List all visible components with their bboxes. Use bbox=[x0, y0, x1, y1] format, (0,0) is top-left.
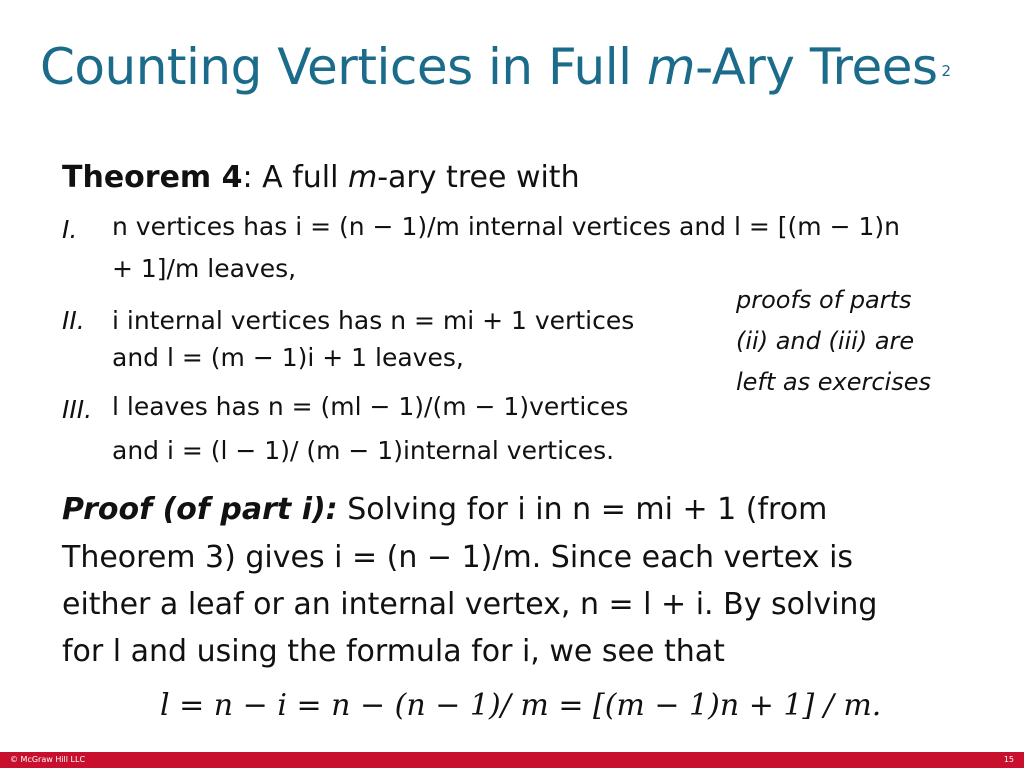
title-rest: -Ary Trees bbox=[695, 38, 938, 96]
copyright-text: © McGraw Hill LLC bbox=[10, 755, 86, 764]
title-subscript: 2 bbox=[941, 62, 951, 80]
item-1-line-2: + 1]/m leaves, bbox=[112, 254, 297, 283]
theorem-intro-a: : A full bbox=[242, 160, 348, 195]
item-2-line-2: and l = (m − 1)i + 1 leaves, bbox=[112, 343, 464, 372]
proof-line-2: Theorem 3) gives i = (n − 1)/m. Since each vertex is bbox=[62, 540, 854, 575]
item-3-line-2: and i = (l − 1)/ (m − 1)internal vertices. bbox=[112, 436, 615, 465]
slide-title bbox=[40, 38, 951, 96]
footer-bar bbox=[0, 752, 1024, 768]
theorem-label: Theorem 4 bbox=[62, 160, 243, 195]
item-3-line-1: l leaves has n = (ml − 1)/(m − 1)vertices bbox=[112, 392, 629, 421]
side-note-line: (ii) and (iii) are bbox=[736, 327, 915, 355]
proof-line-4: for l and using the formula for i, we see that bbox=[62, 634, 725, 669]
item-2-line-1: i internal vertices has n = mi + 1 vertices bbox=[112, 306, 635, 335]
theorem-intro-b: -ary tree with bbox=[377, 160, 580, 195]
item-number-2: II. bbox=[62, 306, 85, 335]
item-number-1: I. bbox=[62, 215, 78, 244]
proof-label: Proof (of part i): bbox=[62, 492, 338, 527]
side-note-line: left as exercises bbox=[736, 368, 931, 396]
proof-line-1 bbox=[62, 492, 827, 527]
page-number: 15 bbox=[1003, 755, 1014, 764]
proof-text-1: Solving for i in n = mi + 1 (from bbox=[337, 492, 828, 527]
side-note bbox=[736, 280, 996, 403]
proof-line-3: either a leaf or an internal vertex, n = l + i. By solving bbox=[62, 587, 878, 622]
title-m: m bbox=[646, 38, 696, 96]
theorem-intro-m: m bbox=[347, 160, 378, 195]
title-main: Counting Vertices in Full bbox=[40, 38, 647, 96]
item-1-line-1: n vertices has i = (n − 1)/m internal vertices and l = [(m − 1)n bbox=[112, 212, 900, 241]
proof-equation: l = n − i = n − (n − 1)/ m = [(m − 1)n + 1] / m. bbox=[160, 688, 882, 723]
side-note-line: proofs of parts bbox=[736, 286, 912, 314]
theorem-heading bbox=[62, 160, 580, 195]
item-number-3: III. bbox=[62, 395, 93, 424]
